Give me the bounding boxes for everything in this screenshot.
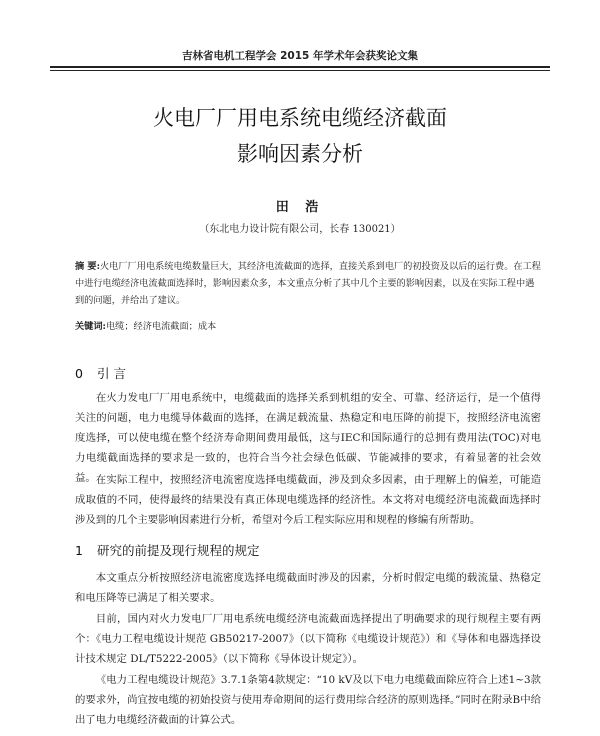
title-line-2: 影响因素分析 — [237, 142, 363, 166]
author-affiliation: （东北电力设计院有限公司，长春 130021） — [199, 224, 401, 235]
author-name: 田 浩 — [275, 200, 325, 215]
keywords-text: 电缆；经济电流截面；成本 — [105, 321, 217, 332]
header-rule-thin — [50, 70, 550, 71]
paragraph: 《电力工程电缆设计规范》3.7.1条第4款规定：“10 kV及以下电力电缆截面除应符合上述1~3款的要求外，尚宜按电缆的初始投资与使用寿命期间的运行费用综合经济的原则选择。”同时在附录B中给出了电力电缆经济截面的计算公式。 — [75, 674, 541, 726]
running-header: 吉林省电机工程学会 2015 年学术年会获奖论文集 — [181, 50, 419, 62]
section-heading-1 — [75, 541, 541, 559]
paragraph: 目前，国内对火力发电厂厂用电系统电缆经济电流截面选择提出了明确要求的现行规程主要有两个：《电力工程电缆设计规范 GB50217-2007》（以下简称《电缆设计规范》）和《导体和电器选择设计技术规定 DL/T5222-2005》（以下简称《导体设计规定》）。 — [75, 613, 541, 665]
section-title: 研究的前提及现行规程的规定 — [97, 543, 260, 558]
section-title: 引 言 — [97, 366, 126, 381]
paper-title — [50, 100, 550, 172]
paragraph: 在火力发电厂厂用电系统中，电缆截面的选择关系到机组的安全、可靠、经济运行，是一个值得关注的问题，电力电缆导体截面的选择，在满足载流量、热稳定和电压降的前提下，按照经济电流密度选择，可以使电缆在整个经济寿命期间费用最低，这与IEC和国际通行的总拥有费用法(TOC)对电力电缆截面选择的要求是一致的，也符合当今社会绿色低碳、节能减排的要求，有着显著的社会效益。 — [75, 392, 541, 484]
abstract — [75, 258, 541, 309]
keywords-label: 关键词: — [75, 321, 106, 332]
section-number: 0 — [75, 366, 83, 381]
header-rule-thick — [50, 66, 550, 68]
title-line-1: 火电厂厂用电系统电缆经济截面 — [153, 106, 447, 130]
paragraph: 在实际工程中，按照经济电流密度选择电缆截面，涉及到众多因素，由于理解上的偏差，可能造成取值的不同，使得最终的结果没有真正体现电缆选择的经济性。本文将对电缆经济电流截面选择时涉及到的几个主要影响因素进行分析，希望对今后工程实际应用和规程的修编有所帮助。 — [75, 474, 541, 526]
keywords — [75, 318, 541, 332]
section-number: 1 — [75, 543, 83, 558]
paragraph: 本文重点分析按照经济电流密度选择电缆截面时涉及的因素，分析时假定电缆的载流量、热稳定和电压降等已满足了相关要求。 — [75, 572, 541, 604]
section-heading-intro — [75, 364, 541, 382]
abstract-text: 火电厂厂用电系统电缆数量巨大，其经济电流截面的选择，直接关系到电厂的初投资及以后的运行费。在工程中进行电缆经济电流截面选择时，影响因素众多，本文重点分析了其中几个主要的影响因素，以及在实际工程中遇到的问题，并给出了建议。 — [75, 261, 541, 306]
abstract-label: 摘 要: — [75, 261, 100, 272]
